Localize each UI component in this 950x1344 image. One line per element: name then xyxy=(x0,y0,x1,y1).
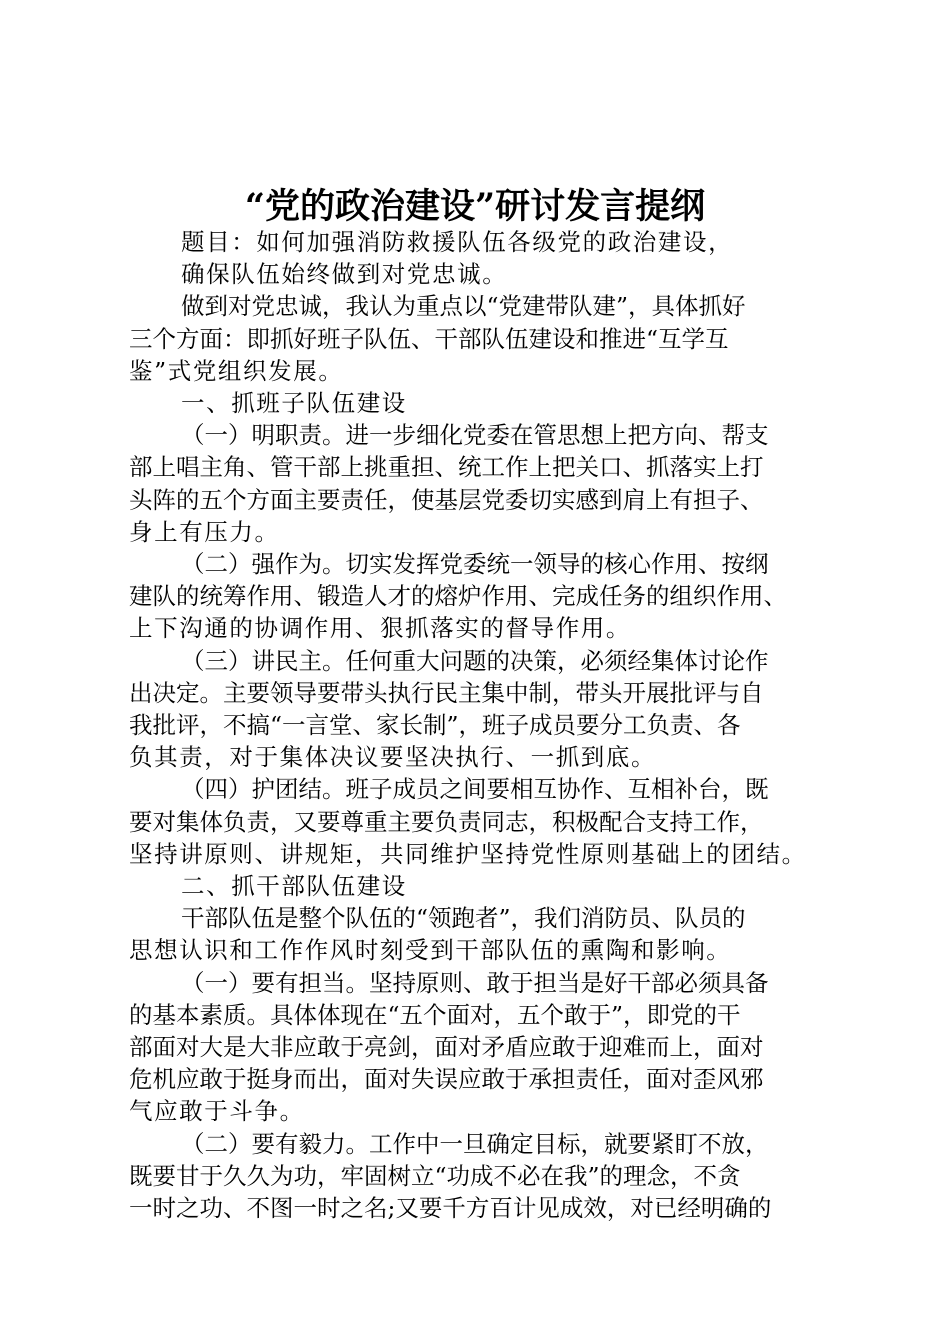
body-line: 头阵的五个方面主要责任，使基层党委切实感到肩上有担子、 xyxy=(129,485,764,514)
body-line: 危机应敢于挺身而出，面对失误应敢于承担责任，面对歪风邪 xyxy=(129,1065,764,1094)
body-line: （一）要有担当。坚持原则、敢于担当是好干部必须具备 xyxy=(181,968,769,997)
body-line: （三）讲民主。任何重大问题的决策，必须经集体讨论作 xyxy=(181,646,769,675)
body-line: 建队的统筹作用、锻造人才的熔炉作用、完成任务的组织作用、 xyxy=(129,582,787,611)
body-line: 二、抓干部队伍建设 xyxy=(181,872,407,900)
body-line: 三个方面：即抓好班子队伍、干部队伍建设和推进“互学互 xyxy=(129,324,729,353)
body-line: 坚持讲原则、讲规矩，共同维护坚持党性原则基础上的团结。 xyxy=(129,839,807,868)
body-line: 部上唱主角、管干部上挑重担、统工作上把关口、抓落实上打 xyxy=(129,453,764,482)
body-line: （四）护团结。班子成员之间要相互协作、互相补台，既 xyxy=(181,775,769,804)
body-line: 确保队伍始终做到对党忠诚。 xyxy=(181,260,508,289)
body-line: （一）明职责。进一步细化党委在管思想上把方向、帮支 xyxy=(181,421,769,450)
body-line: 负其责，对于集体决议要坚决执行、一抓到底。 xyxy=(129,743,657,772)
body-line: （二）强作为。切实发挥党委统一领导的核心作用、按纲 xyxy=(181,550,769,578)
document-body xyxy=(129,226,829,1224)
body-line: 我批评，不搞“一言堂、家长制”，班子成员要分工负责、各 xyxy=(129,711,741,739)
document-title: “党的政治建设”研讨发言提纲 xyxy=(244,186,706,227)
body-line: 气应敢于斗争。 xyxy=(129,1097,305,1126)
body-line: 干部队伍是整个队伍的“领跑者”，我们消防员、队员的 xyxy=(181,904,746,933)
body-line: 出决定。主要领导要带头执行民主集中制，带头开展批评与自 xyxy=(129,678,764,707)
body-line: 做到对党忠诚，我认为重点以“党建带队建”，具体抓好 xyxy=(181,292,746,321)
body-line: 思想认识和工作作风时刻受到干部队伍的熏陶和影响。 xyxy=(129,936,732,965)
body-line: 的基本素质。具体体现在“五个面对，五个敢于”，即党的干 xyxy=(129,1000,741,1029)
body-line: 上下沟通的协调作用、狠抓落实的督导作用。 xyxy=(129,614,631,643)
body-line: 既要甘于久久为功，牢固树立“功成不必在我”的理念，不贪 xyxy=(129,1161,741,1190)
body-line: 部面对大是大非应敢于亮剑，面对矛盾应敢于迎难而上，面对 xyxy=(129,1033,764,1061)
body-line: 题目：如何加强消防救援队伍各级党的政治建设， xyxy=(181,228,734,256)
body-line: 身上有压力。 xyxy=(129,517,280,546)
body-line: 一时之功、不图一时之名;又要千方百计见成效，对已经明确的 xyxy=(129,1194,772,1222)
body-line: 一、抓班子队伍建设 xyxy=(181,389,407,417)
body-line: （二）要有毅力。工作中一旦确定目标，就要紧盯不放， xyxy=(181,1129,769,1158)
body-line: 鉴”式党组织发展。 xyxy=(129,356,344,385)
body-line: 要对集体负责，又要尊重主要负责同志，积极配合支持工作， xyxy=(129,807,764,836)
